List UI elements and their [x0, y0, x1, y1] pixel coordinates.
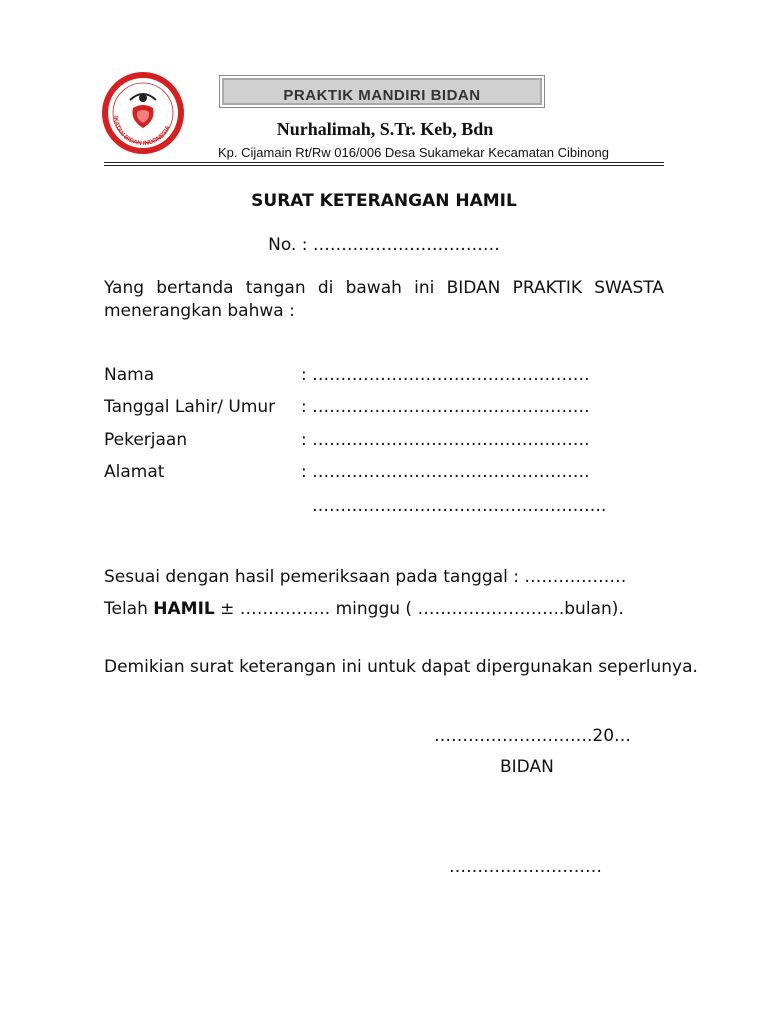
- signature-title: BIDAN: [500, 757, 554, 777]
- ibi-logo-icon: [100, 70, 186, 156]
- practice-address: Kp. Cijamain Rt/Rw 016/006 Desa Sukamekar Kecamatan Cibinong: [218, 145, 609, 160]
- banner-title: PRAKTIK MANDIRI BIDAN: [283, 87, 481, 104]
- pregnant-prefix: Telah: [104, 599, 154, 619]
- field-label-pekerjaan: Pekerjaan: [104, 430, 188, 450]
- signature-name-line: ………………………: [449, 857, 602, 877]
- logo-text: IKATAN BIDAN INDONESIA: [111, 115, 172, 148]
- pregnant-word: HAMIL: [153, 599, 215, 619]
- practice-banner: [219, 75, 545, 108]
- field-label-alamat: Alamat: [104, 462, 165, 482]
- document-title: SURAT KETERANGAN HAMIL: [251, 191, 517, 211]
- field-value-nama: : ………………………………………….: [301, 365, 590, 385]
- field-value-tanggal-lahir: : ………………………………………….: [301, 397, 590, 417]
- exam-sentence: Sesuai dengan hasil pemeriksaan pada tanggal : ………………: [104, 567, 627, 587]
- ibi-logo: [100, 70, 186, 156]
- header-divider-top: [104, 162, 664, 163]
- closing-sentence: Demikian surat keterangan ini untuk dapat dipergunakan seperlunya.: [104, 657, 698, 677]
- signature-date-line: ……………………….20…: [434, 726, 632, 746]
- field-label-tanggal-lahir: Tanggal Lahir/ Umur: [104, 397, 276, 417]
- field-value-alamat-continued: …………………………………………….: [312, 496, 607, 516]
- intro-paragraph: Yang bertanda tangan di bawah ini BIDAN PRAKTIK SWASTA menerangkan bahwa :: [104, 278, 664, 321]
- field-label-nama: Nama: [104, 365, 155, 385]
- field-value-alamat: : ………………………………………….: [301, 462, 590, 482]
- pregnant-suffix: ± ……………. minggu ( ……………………..bulan).: [214, 599, 624, 619]
- field-value-pekerjaan: : ………………………………………….: [301, 430, 590, 450]
- midwife-name: Nurhalimah, S.Tr. Keb, Bdn: [276, 119, 494, 139]
- document-number: No. : ……………………………: [268, 235, 500, 255]
- result-paragraph: [104, 561, 664, 625]
- header-divider-bottom: [104, 165, 664, 166]
